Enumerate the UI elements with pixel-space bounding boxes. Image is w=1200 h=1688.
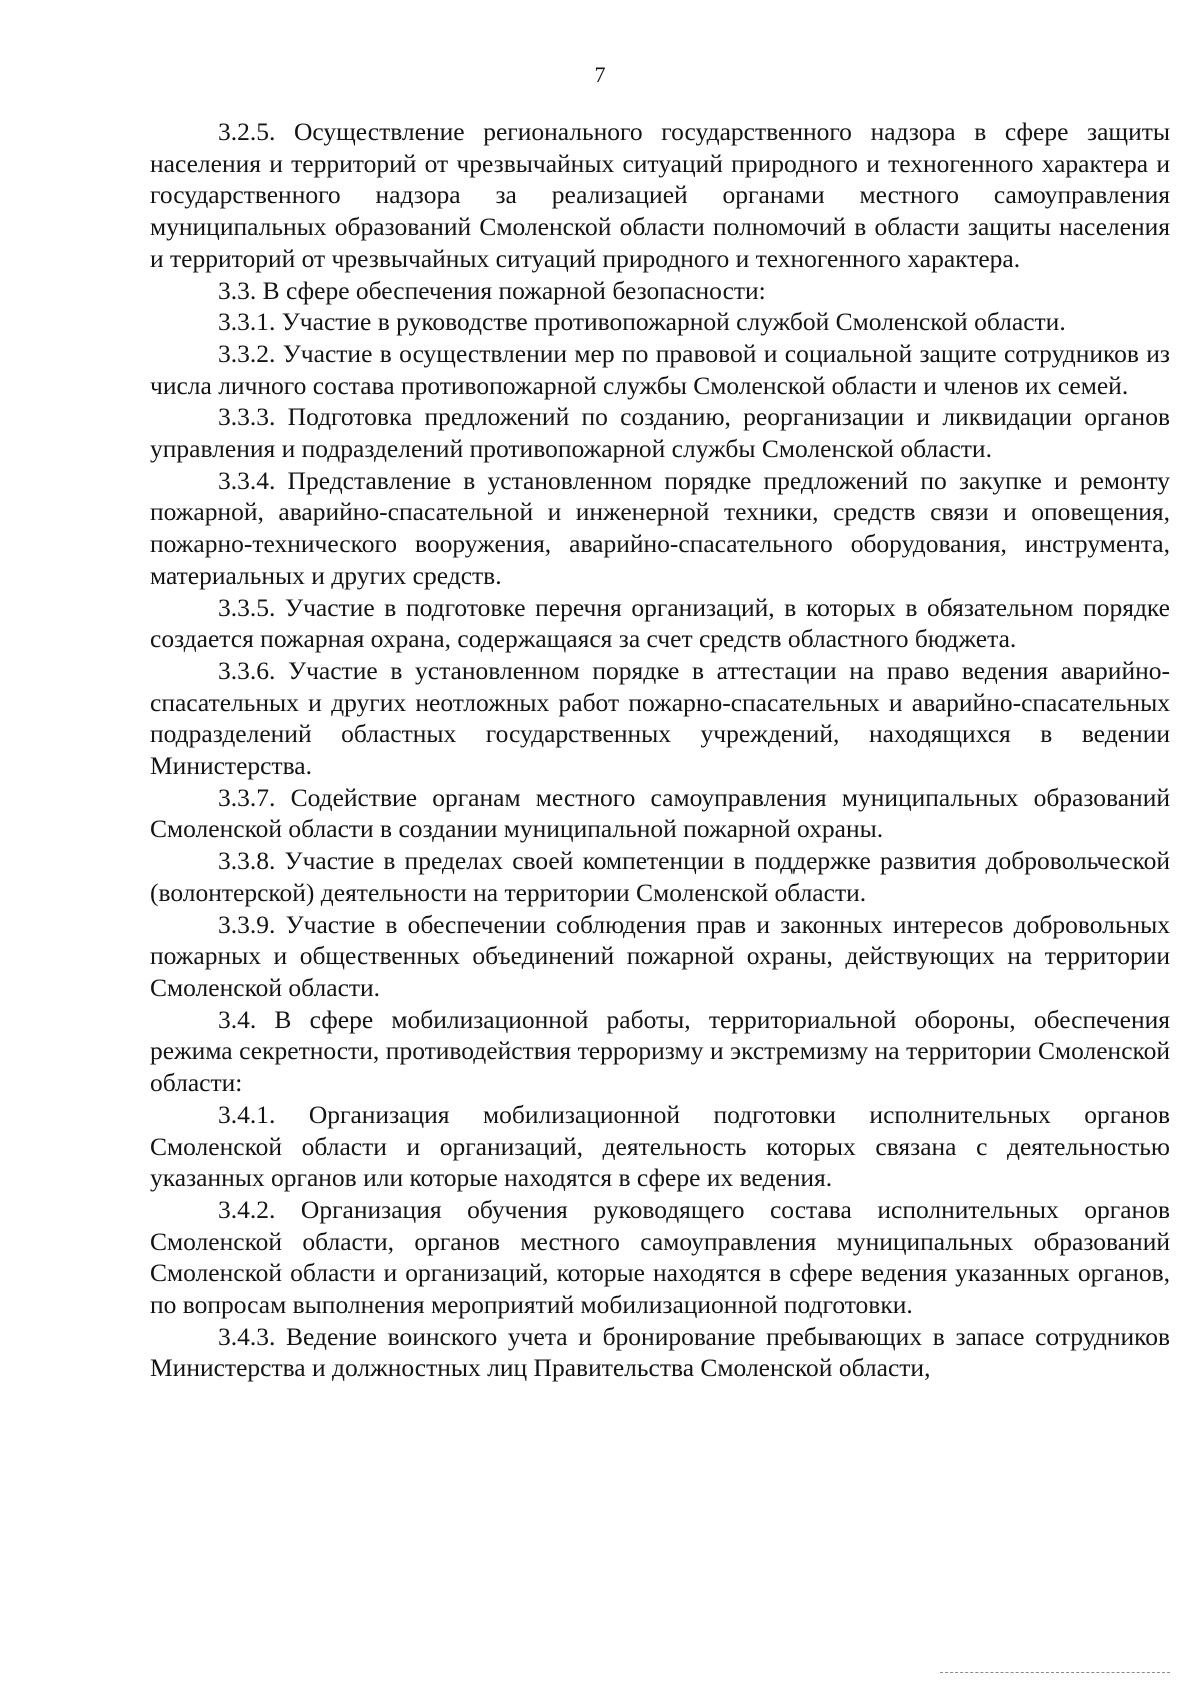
paragraph-3-3-1: 3.3.1. Участие в руководстве противопожарной службой Смоленской области. xyxy=(218,307,1066,337)
paragraph-3-3-5: 3.3.5. Участие в подготовке перечня организаций, в которых в обязательном порядке создается пожарная охрана, содержащаяся за счет средств областного бюджета. xyxy=(150,592,1170,654)
footer-divider xyxy=(940,1672,1170,1673)
paragraph-3-3-3: 3.3.3. Подготовка предложений по созданию, реорганизации и ликвидации органов управления и подразделений противопожарной службы Смоленской области. xyxy=(150,402,1170,464)
paragraph-3-4-1: 3.4.1. Организация мобилизационной подготовки исполнительных органов Смоленской области и организаций, деятельность которых связана с деятельностью указанных органов или которые находятся в сфере их ведения. xyxy=(150,1099,1170,1193)
paragraph-3-3-7: 3.3.7. Содействие органам местного самоуправления муниципальных образований Смоленской области в создании муниципальной пожарной охраны. xyxy=(150,782,1170,844)
paragraph-3-4: 3.4. В сфере мобилизационной работы, территориальной обороны, обеспечения режима секретности, противодействия терроризму и экстремизму на территории Смоленской области: xyxy=(150,1004,1170,1098)
paragraph-3-4-3: 3.4.3. Ведение воинского учета и бронирование пребывающих в запасе сотрудников Министерства и должностных лиц Правительства Смоленской области, xyxy=(150,1321,1170,1383)
paragraph-3-4-2: 3.4.2. Организация обучения руководящего состава исполнительных органов Смоленской области, органов местного самоуправления муниципальных образований Смоленской области и организаций, которые находятся в сфере ведения указанных органов, по вопросам выполнения мероприятий мобилизационной подготовки. xyxy=(150,1194,1170,1320)
paragraph-3-3-4: 3.3.4. Представление в установленном порядке предложений по закупке и ремонту пожарной, аварийно-спасательной и инженерной техники, средств связи и оповещения, пожарно-технического вооружения, аварийно-спасательного оборудования, инструмента, материальных и других средств. xyxy=(150,465,1170,590)
page-number: 7 xyxy=(594,62,606,87)
paragraph-3-3-9: 3.3.9. Участие в обеспечении соблюдения прав и законных интересов добровольных пожарных и общественных объединений пожарной охраны, действующих на территории Смоленской области. xyxy=(150,909,1170,1002)
paragraph-3-2-5: 3.2.5. Осуществление регионального государственного надзора в сфере защиты населения и территорий от чрезвычайных ситуаций природного и техногенного характера и государственного надзора за реализацией органами местного самоуправления муниципальных образований Смоленской области полномочий в области защиты населения и территорий от чрезвычайных ситуаций природного и техногенного характера. xyxy=(150,117,1170,273)
paragraph-3-3-6: 3.3.6. Участие в установленном порядке в аттестации на право ведения аварийно-спасательных и других неотложных работ пожарно-спасательных и аварийно-спасательных подразделений областных государственных учреждений, находящихся в ведении Министерства. xyxy=(150,655,1170,781)
paragraph-3-3-2: 3.3.2. Участие в осуществлении мер по правовой и социальной защите сотрудников из числа личного состава противопожарной службы Смоленской области и членов их семей. xyxy=(150,338,1170,400)
paragraph-3-3: 3.3. В сфере обеспечения пожарной безопасности: xyxy=(218,275,766,305)
document-body xyxy=(150,116,1170,1384)
paragraph-3-3-8: 3.3.8. Участие в пределах своей компетенции в поддержке развития добровольческой (волонтерской) деятельности на территории Смоленской области. xyxy=(150,846,1170,907)
